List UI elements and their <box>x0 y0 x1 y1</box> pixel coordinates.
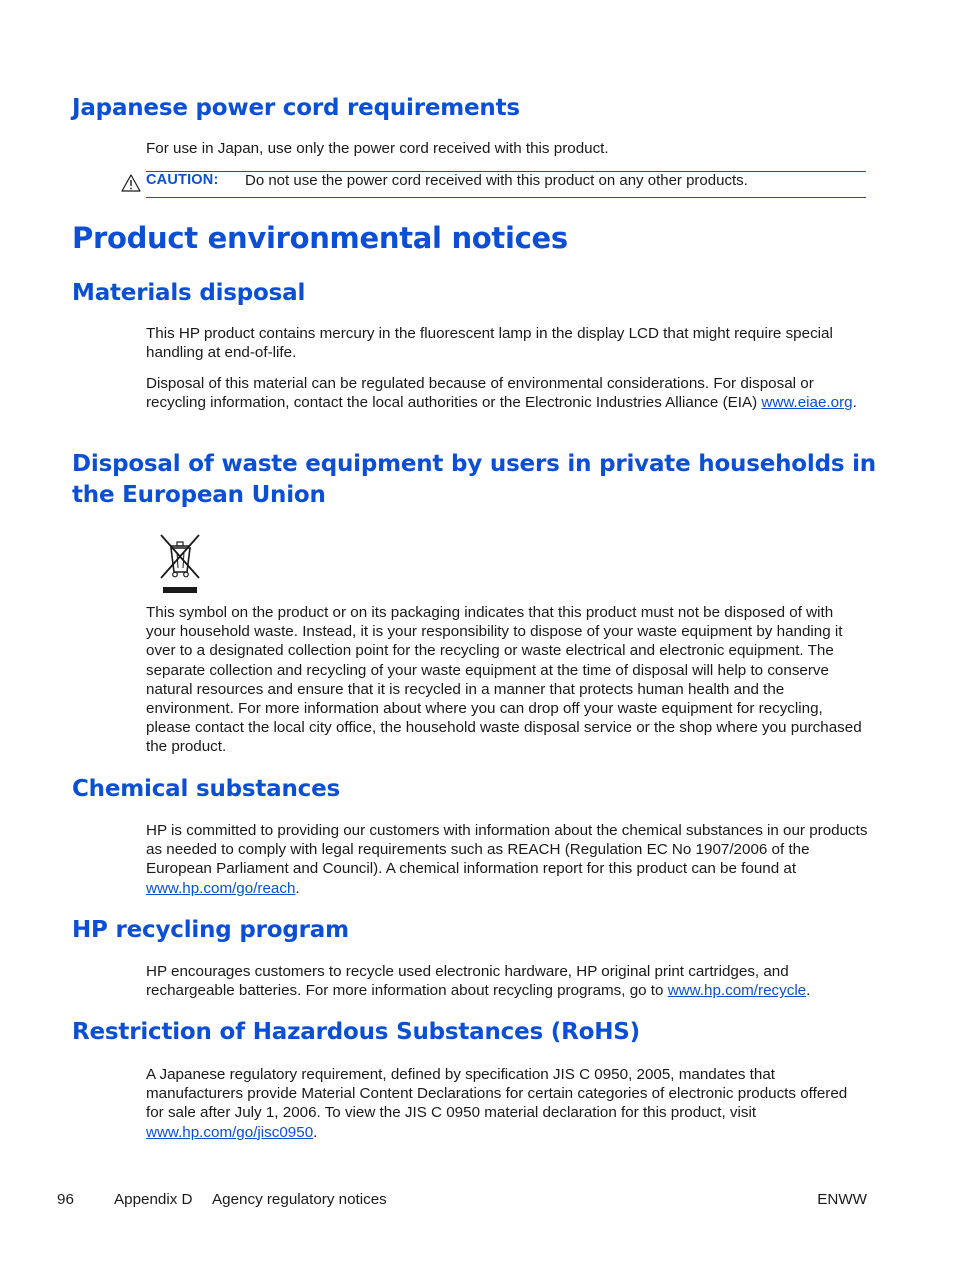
japanese-power-cord-text: For use in Japan, use only the power cord received with this product. <box>146 140 609 157</box>
materials-disposal-text-2-body: Disposal of this material can be regulated because of environmental considerations. For disposal or recycling information, contact the local authorities or the Electronic Industries Alliance (EIA) <box>146 375 814 412</box>
chemical-period: . <box>295 879 300 897</box>
footer-enww: ENWW <box>817 1191 867 1208</box>
waste-disposal-text: This symbol on the product or on its packaging indicates that this product must not be disposed of with your household waste. Instead, it is your responsibility to dispose of your waste equipment by handing it over to a designated collection point for the recycling or waste electrical and electronic equipment. The separate collection and recycling of your waste equipment at the time of disposal will help to conserve natural resources and ensure that it is recycled in a manner that protects human health and the environment. For more information about where you can drop off your waste equipment for recycling, please contact the local city office, the household waste disposal service or the shop where you purchased the product. <box>146 604 862 756</box>
chemical-substances-body: HP is committed to providing our customers with information about the chemical substances in our products as needed to comply with legal requirements such as REACH (Regulation EC No 1907/2006 of the European Parliament and Council). A chemical information report for this product can be found at <box>146 822 868 878</box>
footer-appendix: Appendix D <box>114 1191 193 1208</box>
heading-rohs: Restriction of Hazardous Substances (RoHS) <box>72 1019 640 1045</box>
recycling-period: . <box>806 982 811 1000</box>
heading-waste-disposal-eu: Disposal of waste equipment by users in private households in the European Union <box>72 451 876 508</box>
heading-chemical-substances: Chemical substances <box>72 776 340 802</box>
rohs-body: A Japanese regulatory requirement, defined by specification JIS C 0950, 2005, mandates that manufacturers provide Material Content Declarations for certain categories of electronic products offered for sale after July 1, 2006. To view the JIS C 0950 material declaration for this product, visit <box>146 1066 848 1122</box>
chemical-substances-text <box>146 821 868 898</box>
caution-notice <box>146 171 866 198</box>
warning-triangle-icon <box>121 174 141 192</box>
recycling-program-body: HP encourages customers to recycle used electronic hardware, HP original print cartridges, and rechargeable batteries. For more information about recycling programs, go to <box>146 963 789 1000</box>
heading-materials-disposal: Materials disposal <box>72 280 306 306</box>
rohs-text <box>146 1065 864 1142</box>
caution-text: Do not use the power cord received with this product on any other products. <box>245 172 748 189</box>
materials-disposal-text-1: This HP product contains mercury in the fluorescent lamp in the display LCD that might require special handling at end-of-life. <box>146 325 833 362</box>
reach-link[interactable]: www.hp.com/go/reach <box>146 879 296 897</box>
eiae-link[interactable]: www.eiae.org <box>761 394 853 412</box>
recycle-link[interactable]: www.hp.com/recycle <box>667 982 807 1000</box>
footer-chapter: Agency regulatory notices <box>212 1191 387 1208</box>
rohs-period: . <box>313 1123 318 1141</box>
heading-japanese-power-cord: Japanese power cord requirements <box>72 95 520 121</box>
jisc0950-link[interactable]: www.hp.com/go/jisc0950 <box>146 1123 314 1141</box>
heading-hp-recycling-program: HP recycling program <box>72 917 349 943</box>
caution-label: CAUTION: <box>146 172 219 188</box>
recycling-program-text <box>146 962 864 1000</box>
crossed-out-wheelie-bin-icon <box>157 532 203 596</box>
materials-period: . <box>852 394 857 412</box>
materials-disposal-text-2 <box>146 374 864 412</box>
footer-page-number: 96 <box>57 1191 74 1208</box>
heading-product-environmental-notices: Product environmental notices <box>72 221 568 255</box>
